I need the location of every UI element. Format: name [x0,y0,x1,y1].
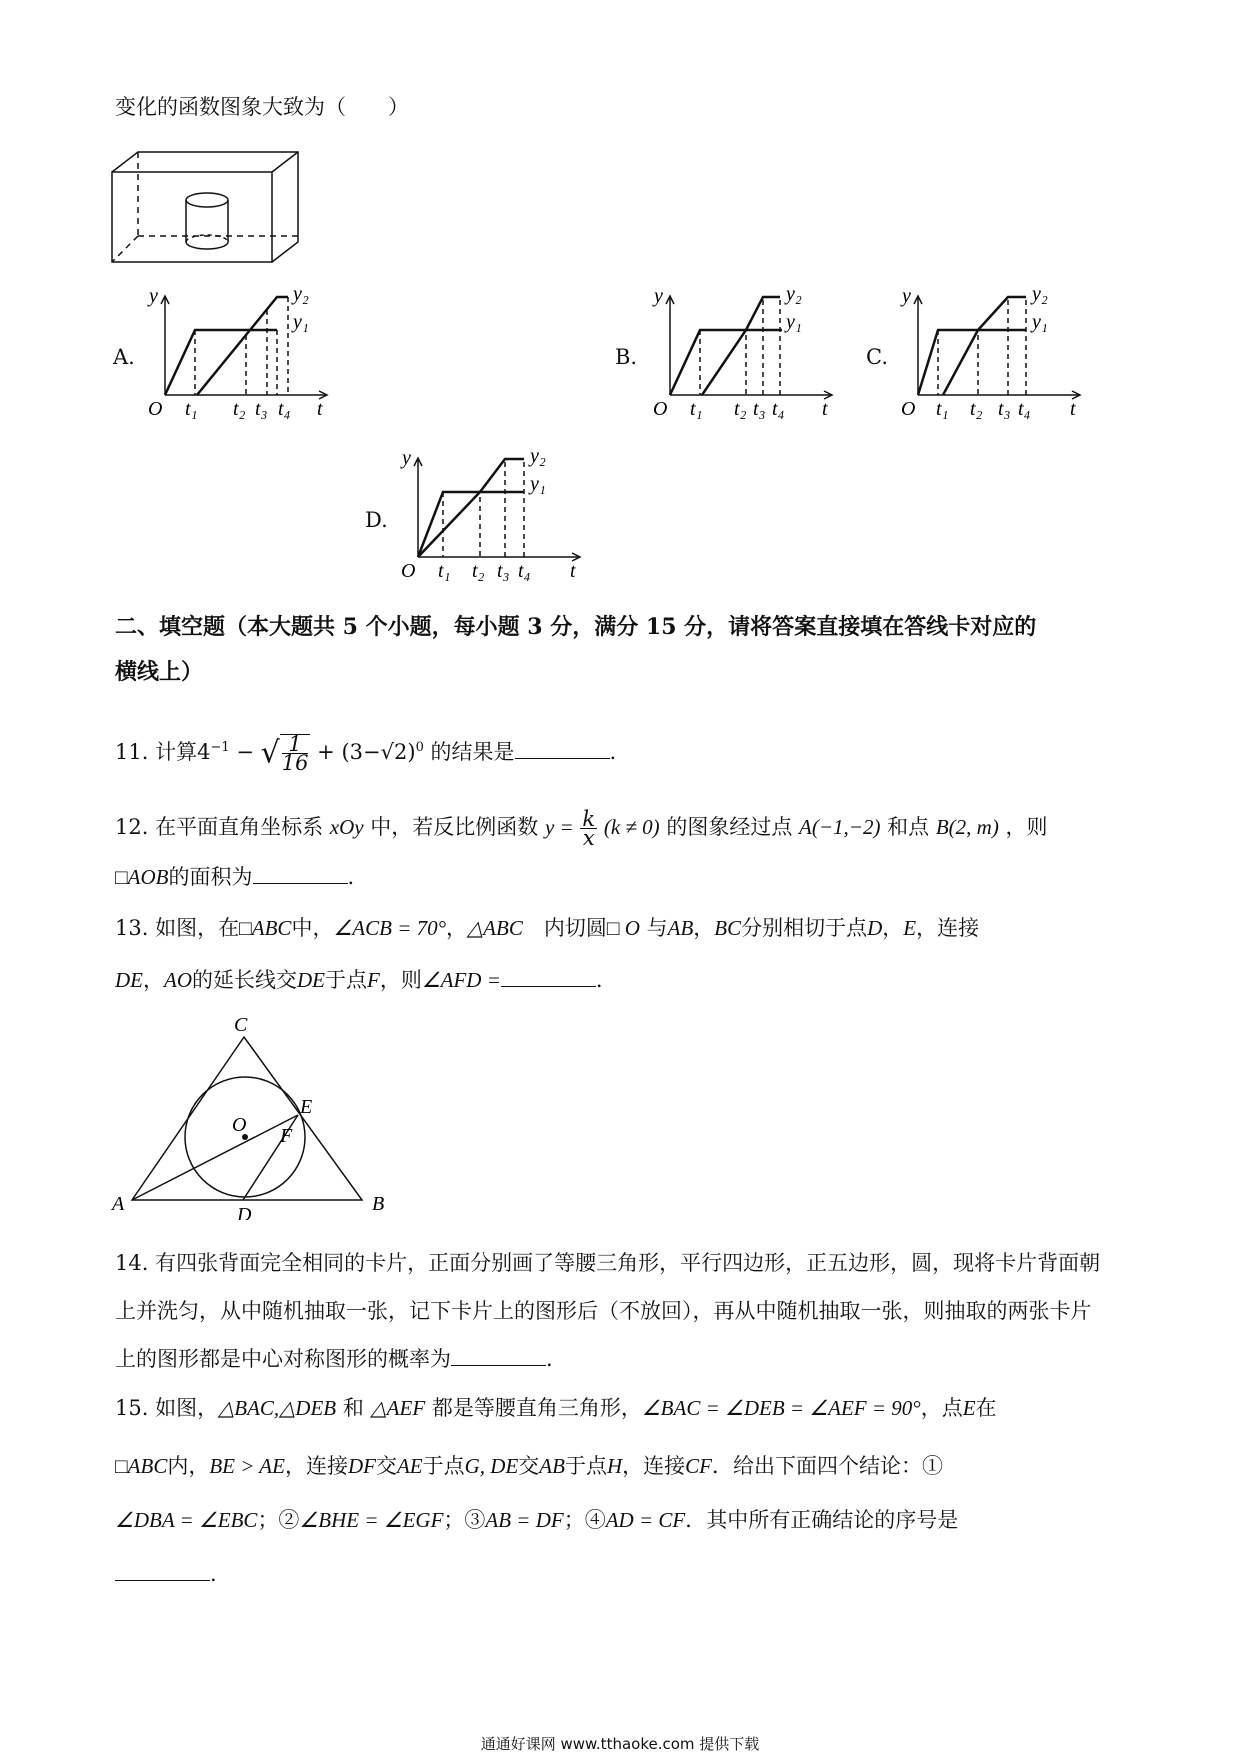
t4-label: t₄ [772,398,785,420]
question-15-line3: ∠DBA = ∠EBC；②∠BHE = ∠EGF；③AB = DF；④AD = CF．其中所有正确结论的序号是 [115,1508,959,1532]
question-15-line2: □ABC内，BE > AE，连接DF交AE于点G, DE交AB于点H，连接CF．给出下面四个结论：① [115,1454,943,1478]
y-axis-label: y [402,452,411,469]
q12-y-eq: y = [544,815,574,839]
t-axis-label: t [317,398,323,420]
t1-label: t₁ [936,398,949,420]
question-13-line2: DE，AO的延长线交DE于点F，则∠AFD = . [115,968,603,992]
option-d-label: D. [365,508,388,532]
q11-text: 计算 [155,740,198,764]
question-14-line1: 14. 有四张背面完全相同的卡片，正面分别画了等腰三角形，平行四边形，正五边形，圆，现将卡片背面朝 [115,1251,1101,1275]
q13-answer-blank[interactable] [501,966,596,987]
origin-label: O [148,398,163,420]
origin-label: O [653,398,668,420]
section-2-title-line2: 横线上） [115,659,204,685]
q15-answer-blank[interactable] [115,1560,210,1581]
y-axis-label: y [149,290,158,307]
y-axis-label: y [902,290,911,307]
y-axis-label: y [654,290,663,307]
q14-answer-blank[interactable] [451,1345,546,1366]
t4-label: t₄ [1018,398,1031,420]
option-a-graph [145,290,335,420]
point-f-label: F [280,1125,293,1147]
q11-frac-den: 16 [281,751,309,775]
option-b-graph [650,290,840,420]
y2-label: y₂ [530,452,546,467]
t-axis-label: t [822,398,828,420]
t3-label: t₃ [255,398,268,420]
t3-label: t₃ [998,398,1011,420]
q12-xoy: xOy [329,815,364,839]
q11-paren-expr: 3−√2 [349,740,408,764]
t4-label: t₄ [278,398,291,420]
q12-frac-num: k [582,807,596,831]
t1-label: t₁ [690,398,703,420]
q11-frac-num: 1 [282,735,309,754]
y1-label: y₁ [530,473,546,495]
t-axis-label: t [570,560,576,582]
t2-label: t₂ [233,398,246,420]
y2-label: y₂ [1032,290,1048,305]
option-c-label: C. [866,345,888,369]
q12-answer-blank[interactable] [253,863,348,884]
q11-exponent-zero: 0 [415,740,424,755]
q11-answer-blank[interactable] [515,738,610,759]
vertex-c-label: C [234,1014,248,1036]
question-14-line3: 上的图形都是中心对称图形的概率为 . [115,1347,553,1371]
q12-condition: (k ≠ 0) [603,815,660,839]
q11-exponent: −1 [210,740,230,755]
question-12-line2: □AOB的面积为 . [115,865,355,889]
q12-frac-den: x [582,826,595,850]
t2-label: t₂ [970,398,983,420]
y1-label: y₁ [293,311,309,333]
y2-label: y₂ [293,290,309,305]
option-b-label: B. [615,345,638,369]
question-15-line4: . [115,1559,217,1589]
footer-watermark: 通通好课网 www.tthaoke.com 提供下载 [480,1735,760,1753]
q13-triangle-figure [110,1005,400,1220]
t-axis-label: t [1070,398,1076,420]
option-c-graph [898,290,1088,420]
question-15-line1: 15. 如图，△BAC,△DEB 和 △AEF 都是等腰直角三角形，∠BAC = ∠DEB = ∠AEF = 90°，点E在 [115,1396,997,1420]
t1-label: t₁ [438,560,451,582]
y1-label: y₁ [786,311,802,333]
center-o-label: O [232,1114,247,1136]
t3-label: t₃ [753,398,766,420]
question-13-line1: 13. 如图，在□ABC中，∠ACB = 70°，△ABC 内切圆□ O 与AB，BC分别相切于点D，E，连接 [115,916,980,940]
q11-text2: 的结果是 [430,740,515,764]
q11-number: 11. [115,740,149,764]
q11-plus: + [317,740,335,764]
q12-point-a: A(−1,−2) [799,815,881,839]
question-11: 11. 计算$4^{-1}$ − √ $\frac{1}{16}$ + $(3-√2)^0$ 的结果是 . [115,732,617,775]
t2-label: t₂ [734,398,747,420]
q11-minus: − [236,740,254,764]
origin-label: O [401,560,416,582]
y2-label: y₂ [786,290,802,305]
q10-prefix: 变化的函数图象大致为（ ） [115,95,409,119]
vertex-a-label: A [112,1193,125,1215]
point-e-label: E [300,1096,313,1118]
t1-label: t₁ [185,398,198,420]
origin-label: O [901,398,916,420]
t2-label: t₂ [472,560,485,582]
section-2-title-line1: 二、填空题（本大题共 5 个小题，每小题 3 分，满分 15 分，请将答案直接填在答线卡对应的 [115,614,1037,640]
point-d-label: D [237,1204,252,1220]
y1-label: y₁ [1032,311,1048,333]
container-box-figure [110,150,300,265]
t3-label: t₃ [497,560,510,582]
vertex-b-label: B [372,1193,385,1215]
question-14-line2: 上并洗匀，从中随机抽取一张，记下卡片上的图形后（不放回），再从中随机抽取一张，则抽取的两张卡片 [115,1299,1092,1323]
option-d-graph [398,452,588,582]
option-a-label: A. [113,345,135,369]
t4-label: t₄ [518,560,531,582]
q12-point-b: B(2, m) [935,815,999,839]
q11-base: 4 [197,740,211,764]
question-12-line1: 12. 在平面直角坐标系 xOy 中，若反比例函数 y = $\frac{k}{x}$ (k ≠ 0) 的图象经过点 A(−1,−2) 和点 B(2, m) ，则 [115,807,1048,850]
